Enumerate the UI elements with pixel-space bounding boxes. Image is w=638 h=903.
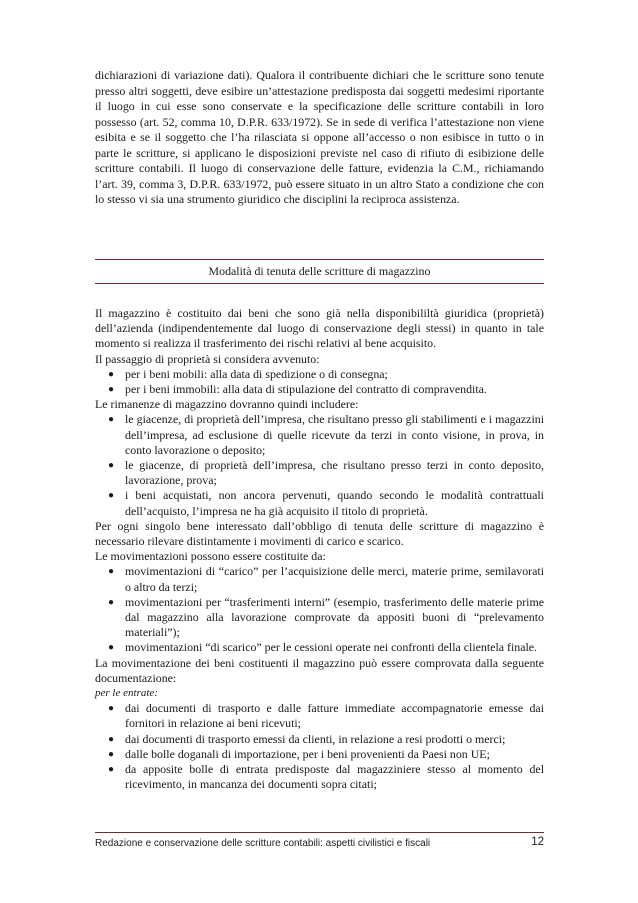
bullet-icon: ●	[108, 490, 115, 502]
list-item: ● movimentazioni di “carico” per l’acquisizione delle merci, materie prime, semilavorati o altro da terzi;	[108, 564, 544, 594]
list-item: ● dai documenti di trasporto e dalle fatture immediate accompagnatorie emesse dai fornitori in relazione ai beni ricevuti;	[108, 701, 544, 731]
bullet-icon: ●	[108, 414, 115, 426]
list-item: ● le giacenze, di proprietà dell’impresa, che risultano presso terzi in conto deposito, lavorazione, prova;	[108, 458, 544, 488]
subheading-entrate: per le entrate:	[95, 687, 158, 700]
list-rimanenze	[95, 412, 544, 518]
paragraph-rimanenze: Le rimanenze di magazzino dovranno quindi includere:	[95, 397, 359, 412]
list-item: ● movimentazioni per “trasferimenti interni” (esempio, trasferimento delle materie prime dal magazzino alla lavorazione comprovate da appositi buoni di “prelevamento materiali”);	[108, 594, 544, 640]
paragraph-magazzino: Il magazzino è costituito dai beni che sono già nella disponibililtà giuridica (proprietà) dell’azienda (indipendentemente dal luogo di conservazione degli stessi) in quanto in tale momento si realizza il trasferimento dei rischi relativi al bene acquisito.	[95, 306, 544, 351]
list-item: ● dai documenti di trasporto emessi da clienti, in relazione a resi prodotti o merci;	[108, 731, 506, 746]
list-item: ● le giacenze, di proprietà dell’impresa, che risultano presso gli stabilimenti e i magazzini dell’impresa, ad esclusione di quelle ricevute da terzi in conto visione, in prova, in conto lavorazione o deposito;	[108, 412, 544, 457]
list-item: ● da apposite bolle di entrata predisposte dal magazziniere stesso al momento del ricevimento, in mancanza dei documenti sopra citati;	[108, 762, 544, 792]
bullet-icon: ●	[108, 703, 115, 715]
footer-title: Redazione e conservazione delle scritture contabili: aspetti civilistici e fiscali	[95, 838, 431, 849]
bullet-icon: ●	[108, 384, 115, 396]
section-body	[95, 306, 544, 793]
section-rule-bottom	[95, 283, 544, 284]
page-number: 12	[531, 836, 544, 848]
section-rule-top	[95, 259, 544, 260]
bullet-icon: ●	[108, 642, 115, 654]
bullet-icon: ●	[108, 368, 115, 380]
section-title: Modalità di tenuta delle scritture di magazzino	[208, 264, 431, 278]
paragraph-obbligo: Per ogni singolo bene interessato dall’obbligo di tenuta delle scritture di magazzino è necessario rilevare distintamente i movimenti di carico e scarico.	[95, 518, 544, 549]
intro-block	[95, 68, 544, 208]
paragraph-movimentazioni: Le movimentazioni possono essere costituite da:	[95, 549, 326, 564]
bullet-icon: ●	[108, 460, 115, 472]
bullet-icon: ●	[108, 596, 115, 608]
list-item: ● movimentazioni “di scarico” per le cessioni operate nei confronti della clientela finale.	[108, 640, 538, 655]
list-entrate	[95, 701, 544, 792]
bullet-icon: ●	[108, 764, 115, 776]
bullet-icon: ●	[108, 733, 115, 745]
bullet-icon: ●	[108, 748, 115, 760]
paragraph-documentazione: La movimentazione dei beni costituenti il magazzino può essere comprovata dalla seguente documentazione:	[95, 655, 544, 685]
paragraph-passaggio: Il passaggio di proprietà si considera avvenuto:	[95, 351, 320, 366]
list-item: ● per i beni mobili: alla data di spedizione o di consegna;	[108, 366, 388, 381]
list-movimentazioni	[95, 564, 544, 655]
list-item: ● i beni acquistati, non ancora pervenuti, quando secondo le modalità contrattuali dell’acquisto, l’impresa ne ha già acquisito il titolo di proprietà.	[108, 488, 544, 518]
bullet-icon: ●	[108, 566, 115, 578]
footer-rule	[95, 832, 544, 833]
list-item: ● per i beni immobili: alla data di stipulazione del contratto di compravendita.	[108, 382, 487, 397]
list-passaggio	[95, 367, 544, 397]
intro-paragraph: dichiarazioni di variazione dati). Qualora il contribuente dichiari che le scritture sono tenute presso altri soggetti, deve esibire un’attestazione predisposta dai soggetti medesimi riportante il luogo in cui esse sono conservate e la specificazione delle scritture contabili in loro possesso (art. 52, comma 10, D.P.R. 633/1972). Se in sede di verifica l’attestazione non viene esibita e se il soggetto che l’ha rilasciata si oppone all’accesso o non esibisce in tutto o in parte le scritture, si applicano le disposizioni previste nel caso di rifiuto di esibizione delle scritture contabili. Il luogo di conservazione delle fatture, evidenzia la C.M., richiamando l’art. 39, comma 3, D.P.R. 633/1972, può essere situato in un altro Stato a condizione che con lo stesso vi sia una strumento giuridico che disciplini la reciproca assistenza.	[95, 68, 544, 206]
list-item: ● dalle bolle doganali di importazione, per i beni provenienti da Paesi non UE;	[108, 746, 490, 761]
